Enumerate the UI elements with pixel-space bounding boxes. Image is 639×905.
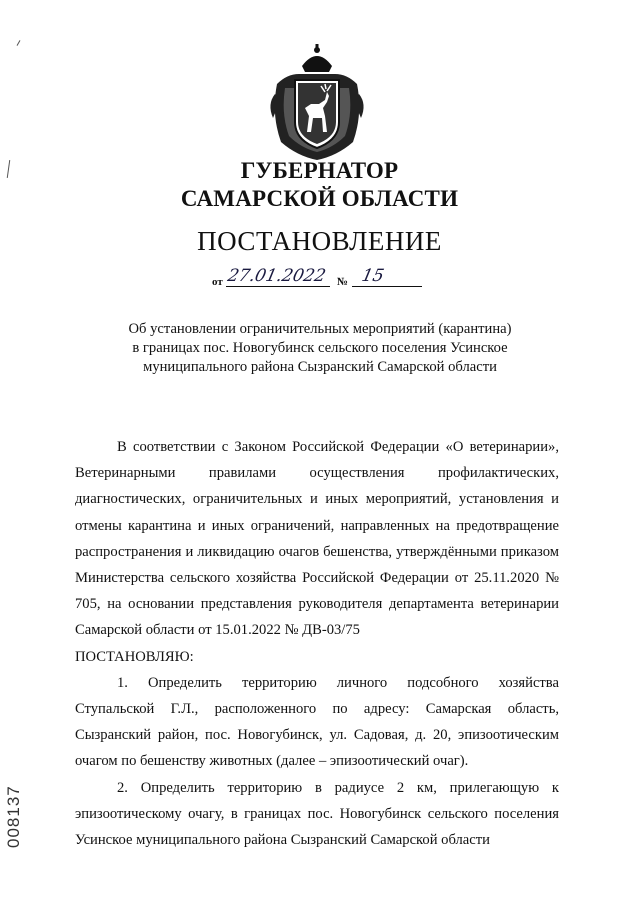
document-number: 15 [359,266,386,286]
scan-mark [17,40,21,46]
number-label: № [337,276,349,288]
document-subject [90,320,550,377]
number-underline [352,286,422,287]
item-2-paragraph: 2. Определить территорию в радиусе 2 км, прилегающую к эпизоотическому очагу, в границах пос. Новогубинск сельского поселения Усинское муниципального района Сызранский Самарской области [75,779,559,849]
margin-serial-number: 008137 [4,785,23,848]
issuer-title-line1: ГУБЕРНАТОР [240,158,399,183]
subject-line: Об установлении ограничительных мероприятий (карантина) [128,321,512,337]
document-body [75,434,559,853]
subject-line: муниципального района Сызранский Самарской области [143,359,497,375]
issuer-title-line2: САМАРСКОЙ ОБЛАСТИ [180,186,459,211]
item-1-paragraph: 1. Определить территорию личного подсобного хозяйства Ступальской Г.Л., расположенного по адресу: Самарская область, Сызранский район, пос. Новогубинск, ул. Садовая, д. 20, эпизоотическим очагом по бешенству животных (далее – эпизоотический очаг). [75,674,559,770]
document-type: ПОСТАНОВЛЕНИЕ [197,226,442,256]
samara-coat-of-arms-icon [267,44,367,164]
preamble-paragraph: В соответствии с Законом Российской Федерации «О ветеринарии», Ветеринарными правилами осуществления профилактических, диагностических, ограничительных и иных мероприятий, установления и отмены карантина и иных ограничений, направленных на предотвращение распространения и ликвидацию очагов бешенства, утверждёнными приказом Министерства сельского хозяйства Российской Федерации от 25.11.2020 № 705, на основании представления руководителя департамента ветеринарии Самарской области от 15.01.2022 № ДВ-03/75 [75,439,559,639]
date-number-line [212,262,432,290]
from-label: от [212,276,223,288]
subject-line: в границах пос. Новогубинск сельского поселения Усинское [132,340,508,356]
date-underline [226,286,330,287]
document-date: 27.01.2022 [225,266,328,286]
resolve-paragraph: ПОСТАНОВЛЯЮ: [75,648,194,665]
